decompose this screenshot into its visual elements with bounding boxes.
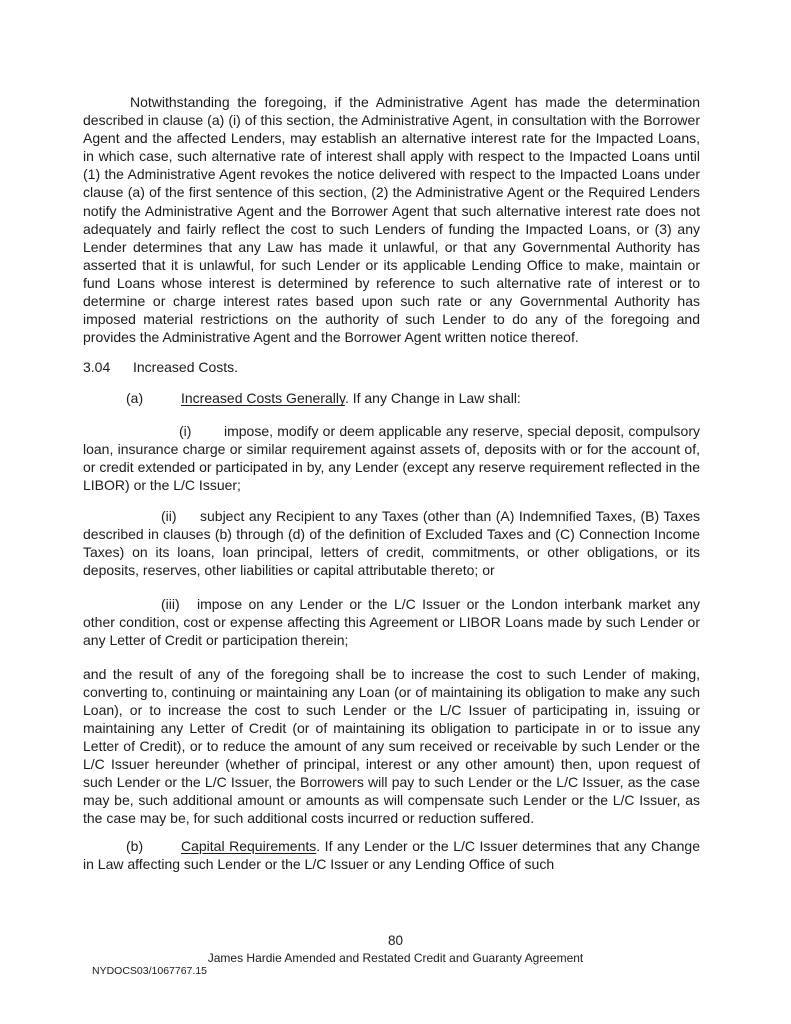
clause-ii-text: subject any Recipient to any Taxes (other than (A) Indemnified Taxes, (B) Taxes described in clauses (b) through (d) of the definition of Excluded Taxes and (C) Connection Income Taxes) on its loans, loan principal, letters of credit, commitments, or other obligations, or its deposits, reserves, other liabilities or capital attributable thereto; or (83, 507, 700, 579)
clause-b-title: Capital Requirements (181, 838, 317, 855)
clause-a-label: (a) (126, 390, 144, 407)
footer-doc-id: NYDOCS03/1067767.15 (92, 965, 207, 977)
clause-a-text: . If any Change in Law shall: (344, 390, 521, 407)
result-paragraph: and the result of any of the foregoing shall be to increase the cost to such Lender of making, converting to, continuing or maintaining any Loan (or of maintaining its obligation to make any such Loan), or to increase the cost to such Lender or the L/C Issuer of participating in, issuing or maintaining any Letter of Credit (or of maintaining its obligation to participate in or to issue any Letter of Credit), or to reduce the amount of any sum received or receivable by such Lender or the L/C Issuer hereunder (whether of principal, interest or any other amount) then, upon request of such Lender or the L/C Issuer, the Borrowers will pay to such Lender or the L/C Issuer, as the case may be, such additional amount or amounts as will compensate such Lender or the L/C Issuer, as the case may be, for such additional costs incurred or reduction suffered. (83, 665, 700, 827)
page-number: 80 (387, 933, 404, 948)
clause-i-label: (i) (179, 422, 192, 439)
page-body (83, 93, 700, 874)
intro-paragraph: Notwithstanding the foregoing, if the Administrative Agent has made the determination described in clause (a) (i) of this section, the Administrative Agent, in consultation with the Borrower Agent and the affected Lenders, may establish an alternative interest rate for the Impacted Loans, in which case, such alternative rate of interest shall apply with respect to the Impacted Loans until (1) the Administrative Agent revokes the notice delivered with respect to the Impacted Loans under clause (a) of the first sentence of this section, (2) the Administrative Agent or the Required Lenders notify the Administrative Agent and the Borrower Agent that such alternative interest rate does not adequately and fairly reflect the cost to such Lenders of funding the Impacted Loans, or (3) any Lender determines that any Law has made it unlawful, or that any Governmental Authority has asserted that it is unlawful, for such Lender or its applicable Lending Office to make, maintain or fund Loans whose interest is determined by reference to such alternative rate of interest or to determine or charge interest rates based upon such rate or any Governmental Authority has imposed material restrictions on the authority of such Lender to do any of the foregoing and provides the Administrative Agent and the Borrower Agent written notice thereof. (83, 94, 700, 346)
section-3-04-heading (83, 358, 700, 376)
clause-iii (83, 595, 700, 649)
footer-document-title: James Hardie Amended and Restated Credit and Guaranty Agreement (207, 951, 584, 965)
clause-a-heading (83, 389, 700, 407)
clause-b-text: . If any Lender or the L/C Issuer determines that any Change in Law affecting such Lender or the L/C Issuer or any Lending Office of such (83, 838, 700, 873)
clause-iii-label: (iii) (161, 596, 180, 613)
section-number: 3.04 (83, 359, 111, 376)
clause-a-title: Increased Costs Generally (181, 390, 345, 407)
clause-iii-text: impose on any Lender or the L/C Issuer or the London interbank market any other condition, cost or expense affecting this Agreement or LIBOR Loans made by such Lender or any Letter of Credit or participation therein; (83, 596, 700, 649)
clause-b-label: (b) (126, 838, 144, 855)
clause-b-heading (83, 837, 700, 873)
clause-ii-label: (ii) (161, 507, 177, 524)
clause-i-text: impose, modify or deem applicable any reserve, special deposit, compulsory loan, insurance charge or similar requirement against assets of, deposits with or for the account of, or credit extended or participated in by, any Lender (except any reserve requirement reflected in the LIBOR) or the L/C Issuer; (83, 422, 700, 493)
section-title: Increased Costs. (133, 359, 239, 376)
clause-i (83, 422, 700, 494)
clause-ii (83, 507, 700, 579)
